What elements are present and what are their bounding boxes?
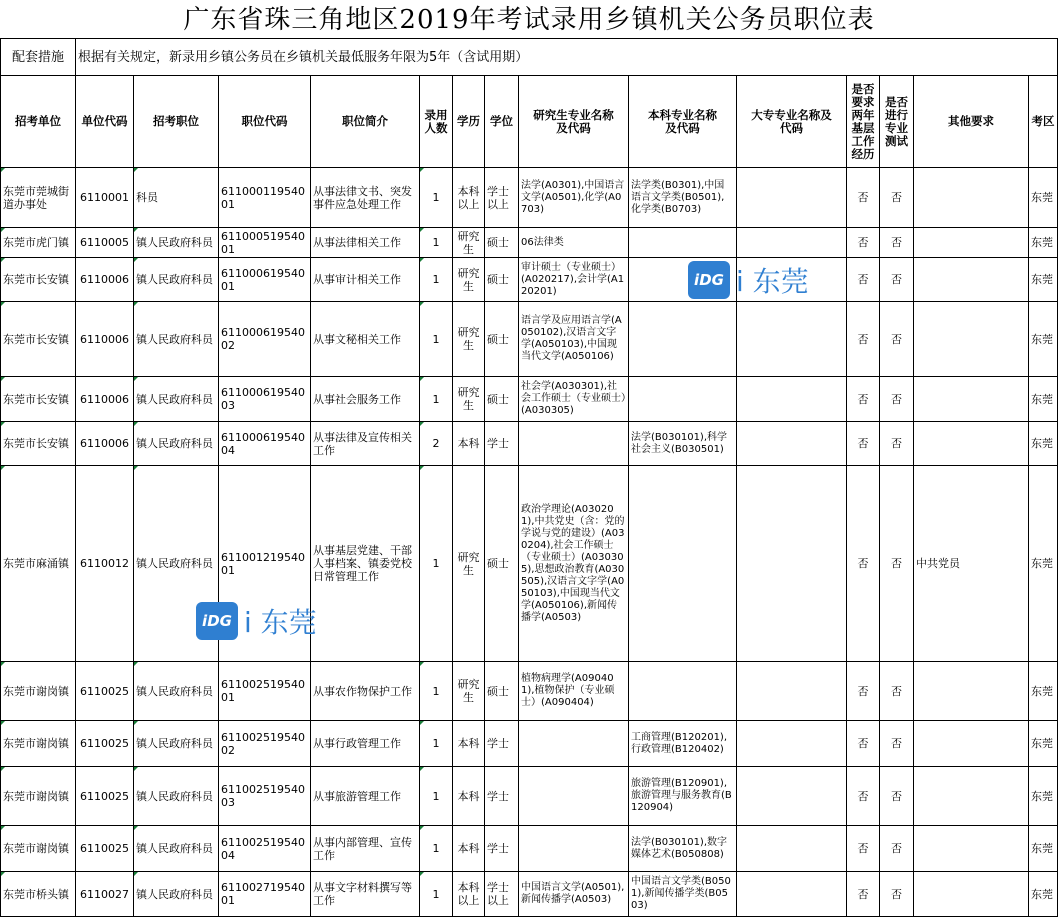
cell-exam-area: 东莞 [1029,422,1058,466]
cell-education: 研究生 [453,466,485,662]
idg-logo-icon: iDG [196,602,238,640]
cell-other [914,168,1029,228]
cell-position: 科员 [134,168,219,228]
cell-exam-area: 东莞 [1029,228,1058,258]
cell-unit: 东莞市虎门镇 [1,228,76,258]
cell-description: 从事文字材料撰写等工作 [311,872,420,917]
cell-test: 否 [880,228,914,258]
cell-description: 从事法律相关工作 [311,228,420,258]
table-row [1,826,1058,872]
cell-count: 1 [420,258,453,302]
cell-college-major [737,466,847,662]
cell-unit-code: 6110027 [76,872,134,917]
table-row [1,377,1058,422]
cell-unit-code: 6110001 [76,168,134,228]
cell-position: 镇人民政府科员 [134,466,219,662]
cell-description: 从事文秘相关工作 [311,302,420,377]
cell-other [914,228,1029,258]
cell-grad-major: 审计硕士（专业硕士）(A020217),会计学(A120201) [519,258,629,302]
cell-position-code: 61100061954002 [219,302,311,377]
cell-grassroots: 否 [847,826,880,872]
cell-unit: 东莞市莞城街道办事处 [1,168,76,228]
hdr-college-major: 大专专业名称及代码 [737,76,847,168]
cell-grad-major: 06法律类 [519,228,629,258]
cell-college-major [737,168,847,228]
cell-other [914,258,1029,302]
cell-education: 研究生 [453,302,485,377]
cell-count: 1 [420,466,453,662]
cell-education: 研究生 [453,258,485,302]
hdr-unit-code: 单位代码 [76,76,134,168]
table-row [1,422,1058,466]
cell-grad-major [519,721,629,767]
cell-position-code: 61100251954003 [219,767,311,826]
cell-other [914,721,1029,767]
cell-unit-code: 6110012 [76,466,134,662]
cell-exam-area: 东莞 [1029,767,1058,826]
cell-description: 从事行政管理工作 [311,721,420,767]
cell-test: 否 [880,662,914,721]
cell-unit-code: 6110025 [76,826,134,872]
cell-description: 从事审计相关工作 [311,258,420,302]
cell-college-major [737,872,847,917]
cell-count: 1 [420,662,453,721]
cell-degree: 硕士 [485,228,519,258]
cell-test: 否 [880,422,914,466]
cell-college-major [737,302,847,377]
table-row [1,258,1058,302]
cell-grad-major: 语言学及应用语言学(A050102),汉语言文字学(A050103),中国现当代文学(A050106) [519,302,629,377]
cell-grad-major [519,422,629,466]
cell-position: 镇人民政府科员 [134,872,219,917]
cell-degree: 硕士 [485,662,519,721]
hdr-grad-major: 研究生专业名称及代码 [519,76,629,168]
cell-college-major [737,422,847,466]
cell-position-code: 61100061954003 [219,377,311,422]
cell-college-major [737,721,847,767]
cell-degree: 硕士 [485,302,519,377]
watermark-text: i 东莞 [244,606,317,639]
table-row [1,466,1058,662]
cell-college-major [737,662,847,721]
cell-position-code: 61100121954001 [219,466,311,662]
cell-description: 从事法律及宣传相关工作 [311,422,420,466]
cell-count: 1 [420,168,453,228]
cell-test: 否 [880,872,914,917]
cell-grad-major: 政治学理论(A030201),中共党史（含：党的学说与党的建设）(A030204),社会工作硕士（专业硕士）(A030305),思想政治教育(A030505),汉语言文字学(A050103),中国现当代文学(A050106),新闻传播学(A0503) [519,466,629,662]
cell-position: 镇人民政府科员 [134,258,219,302]
hdr-degree: 学位 [485,76,519,168]
cell-degree: 硕士 [485,466,519,662]
idg-logo-icon: iDG [688,261,730,299]
cell-position-code: 61100251954001 [219,662,311,721]
cell-other [914,302,1029,377]
cell-exam-area: 东莞 [1029,258,1058,302]
cell-grassroots: 否 [847,721,880,767]
cell-position-code: 61100271954001 [219,872,311,917]
hdr-unit: 招考单位 [1,76,76,168]
cell-education: 研究生 [453,662,485,721]
cell-unit-code: 6110025 [76,767,134,826]
cell-education: 本科 [453,422,485,466]
cell-undergrad-major: 旅游管理(B120901),旅游管理与服务教育(B120904) [629,767,737,826]
cell-undergrad-major: 中国语言文学类(B0501),新闻传播学类(B0503) [629,872,737,917]
measures-label: 配套措施 [1,39,76,76]
cell-undergrad-major: 法学(B030101),数字媒体艺术(B050808) [629,826,737,872]
page-title: 广东省珠三角地区2019年考试录用乡镇机关公务员职位表 [183,5,875,35]
cell-position-code: 61100061954004 [219,422,311,466]
cell-degree: 学士 [485,422,519,466]
cell-grad-major: 社会学(A030301),社会工作硕士（专业硕士）(A030305) [519,377,629,422]
cell-grassroots: 否 [847,377,880,422]
cell-description: 从事内部管理、宣传工作 [311,826,420,872]
cell-grassroots: 否 [847,228,880,258]
cell-degree: 学士以上 [485,872,519,917]
cell-description: 从事社会服务工作 [311,377,420,422]
cell-exam-area: 东莞 [1029,168,1058,228]
cell-college-major [737,377,847,422]
cell-count: 1 [420,826,453,872]
cell-undergrad-major [629,228,737,258]
cell-position-code: 61100251954004 [219,826,311,872]
cell-test: 否 [880,258,914,302]
watermark-bottom [196,601,317,641]
cell-other [914,872,1029,917]
cell-position: 镇人民政府科员 [134,422,219,466]
hdr-undergrad-major: 本科专业名称及代码 [629,76,737,168]
cell-position-code: 61100251954002 [219,721,311,767]
cell-exam-area: 东莞 [1029,721,1058,767]
cell-unit-code: 6110005 [76,228,134,258]
cell-unit-code: 6110006 [76,258,134,302]
cell-degree: 硕士 [485,258,519,302]
cell-degree: 学士 [485,826,519,872]
cell-count: 1 [420,721,453,767]
watermark-top [688,260,809,300]
cell-unit-code: 6110025 [76,721,134,767]
header-row [1,76,1058,168]
cell-other [914,422,1029,466]
cell-other [914,826,1029,872]
cell-college-major [737,767,847,826]
cell-grassroots: 否 [847,872,880,917]
cell-count: 1 [420,377,453,422]
cell-test: 否 [880,302,914,377]
cell-unit: 东莞市谢岗镇 [1,826,76,872]
cell-other [914,377,1029,422]
cell-exam-area: 东莞 [1029,872,1058,917]
cell-unit-code: 6110006 [76,302,134,377]
hdr-test: 是否进行专业测试 [880,76,914,168]
cell-position-code: 61100061954001 [219,258,311,302]
cell-grassroots: 否 [847,258,880,302]
cell-test: 否 [880,767,914,826]
table-row [1,228,1058,258]
cell-description: 从事基层党建、干部人事档案、镇委党校日常管理工作 [311,466,420,662]
hdr-position-code: 职位代码 [219,76,311,168]
hdr-description: 职位简介 [311,76,420,168]
table-row [1,767,1058,826]
cell-grassroots: 否 [847,767,880,826]
cell-unit: 东莞市长安镇 [1,302,76,377]
cell-test: 否 [880,466,914,662]
cell-grad-major: 植物病理学(A090401),植物保护（专业硕士）(A090404) [519,662,629,721]
cell-description: 从事旅游管理工作 [311,767,420,826]
cell-exam-area: 东莞 [1029,302,1058,377]
table-row [1,872,1058,917]
cell-count: 1 [420,302,453,377]
cell-undergrad-major [629,662,737,721]
table-row [1,721,1058,767]
cell-education: 本科以上 [453,168,485,228]
hdr-position: 招考职位 [134,76,219,168]
cell-degree: 硕士 [485,377,519,422]
hdr-other: 其他要求 [914,76,1029,168]
cell-unit: 东莞市长安镇 [1,377,76,422]
cell-position: 镇人民政府科员 [134,302,219,377]
hdr-exam-area: 考区 [1029,76,1058,168]
measures-text: 根据有关规定，新录用乡镇公务员在乡镇机关最低服务年限为5年（含试用期） [76,39,1058,76]
measures-row [1,39,1058,76]
positions-table [0,38,1058,917]
cell-undergrad-major: 法学(B030101),科学社会主义(B030501) [629,422,737,466]
cell-count: 1 [420,767,453,826]
cell-unit: 东莞市谢岗镇 [1,662,76,721]
cell-degree: 学士以上 [485,168,519,228]
cell-education: 本科 [453,721,485,767]
cell-position: 镇人民政府科员 [134,721,219,767]
cell-undergrad-major [629,377,737,422]
cell-position-code: 61100011954001 [219,168,311,228]
cell-count: 1 [420,228,453,258]
cell-count: 2 [420,422,453,466]
cell-college-major [737,826,847,872]
cell-exam-area: 东莞 [1029,466,1058,662]
cell-education: 本科以上 [453,872,485,917]
cell-test: 否 [880,826,914,872]
cell-unit: 东莞市谢岗镇 [1,767,76,826]
cell-unit: 东莞市桥头镇 [1,872,76,917]
cell-other [914,767,1029,826]
cell-grad-major: 中国语言文学(A0501),新闻传播学(A0503) [519,872,629,917]
cell-college-major [737,228,847,258]
cell-exam-area: 东莞 [1029,662,1058,721]
cell-undergrad-major [629,466,737,662]
cell-unit: 东莞市长安镇 [1,422,76,466]
cell-degree: 学士 [485,767,519,826]
cell-grad-major [519,826,629,872]
cell-position: 镇人民政府科员 [134,662,219,721]
watermark-text: i 东莞 [736,265,809,298]
cell-exam-area: 东莞 [1029,826,1058,872]
cell-education: 研究生 [453,228,485,258]
cell-grassroots: 否 [847,168,880,228]
cell-description: 从事农作物保护工作 [311,662,420,721]
cell-position: 镇人民政府科员 [134,228,219,258]
hdr-education: 学历 [453,76,485,168]
cell-unit: 东莞市谢岗镇 [1,721,76,767]
hdr-grassroots: 是否要求两年基层工作经历 [847,76,880,168]
cell-unit-code: 6110006 [76,422,134,466]
table-row [1,168,1058,228]
cell-grad-major: 法学(A0301),中国语言文学(A0501),化学(A0703) [519,168,629,228]
cell-position: 镇人民政府科员 [134,767,219,826]
cell-undergrad-major: 工商管理(B120201),行政管理(B120402) [629,721,737,767]
cell-test: 否 [880,168,914,228]
cell-undergrad-major: 法学类(B0301),中国语言文学类(B0501),化学类(B0703) [629,168,737,228]
cell-grad-major [519,767,629,826]
cell-education: 研究生 [453,377,485,422]
cell-exam-area: 东莞 [1029,377,1058,422]
cell-unit: 东莞市麻涌镇 [1,466,76,662]
cell-position-code: 61100051954001 [219,228,311,258]
cell-education: 本科 [453,767,485,826]
cell-count: 1 [420,872,453,917]
cell-position: 镇人民政府科员 [134,826,219,872]
cell-education: 本科 [453,826,485,872]
cell-test: 否 [880,377,914,422]
cell-grassroots: 否 [847,302,880,377]
cell-position: 镇人民政府科员 [134,377,219,422]
hdr-count: 录用人数 [420,76,453,168]
cell-grassroots: 否 [847,422,880,466]
cell-unit: 东莞市长安镇 [1,258,76,302]
cell-description: 从事法律文书、突发事件应急处理工作 [311,168,420,228]
cell-other [914,662,1029,721]
cell-undergrad-major [629,302,737,377]
table-row [1,302,1058,377]
cell-degree: 学士 [485,721,519,767]
table-body [1,39,1058,917]
cell-unit-code: 6110025 [76,662,134,721]
cell-test: 否 [880,721,914,767]
cell-grassroots: 否 [847,466,880,662]
cell-grassroots: 否 [847,662,880,721]
cell-other: 中共党员 [914,466,1029,662]
table-row [1,662,1058,721]
cell-unit-code: 6110006 [76,377,134,422]
